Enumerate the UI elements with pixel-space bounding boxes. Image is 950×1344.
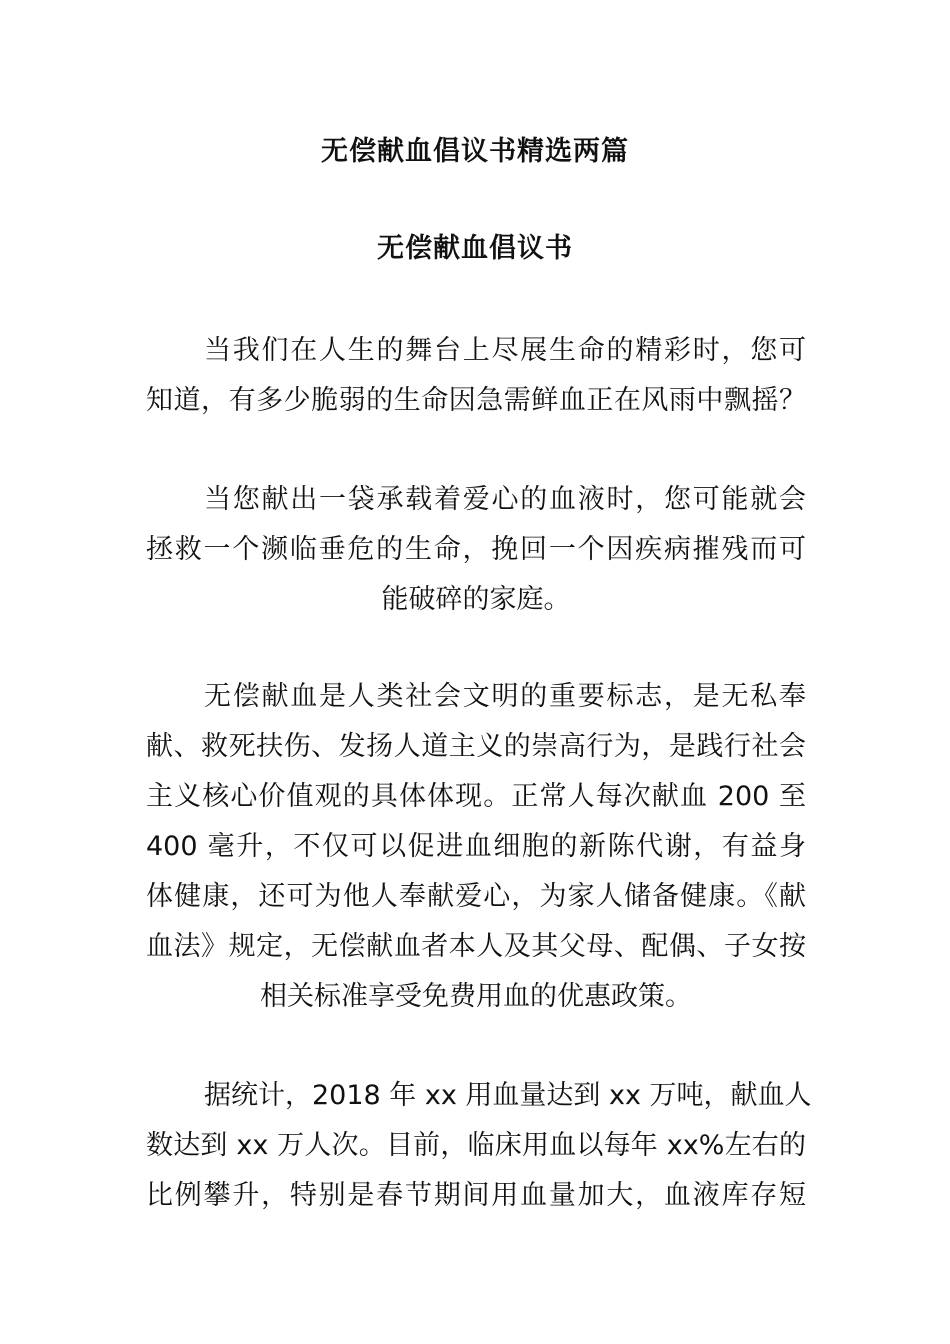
paragraph-line: 知道，有多少脆弱的生命因急需鲜血正在风雨中飘摇？: [146, 385, 806, 416]
paragraph-1: [146, 326, 806, 426]
paragraph-line: 能破碎的家庭。: [381, 584, 571, 615]
paragraph-line: 当您献出一袋承载着爱心的血液时，您可能就会: [204, 484, 806, 515]
document-subtitle: 无偿献血倡议书: [377, 233, 573, 264]
paragraph-line: 当我们在人生的舞台上尽展生命的精彩时，您可: [204, 335, 806, 366]
paragraph-line: 数达到 xx 万人次。目前，临床用血以每年 xx%左右的: [146, 1130, 806, 1161]
document-title: 无偿献血倡议书精选两篇: [321, 136, 629, 167]
paragraph-3: [146, 672, 806, 1022]
paragraph-line: 相关标准享受免费用血的优惠政策。: [260, 981, 692, 1012]
paragraph-line: 比例攀升，特别是春节期间用血量加大，血液库存短: [146, 1180, 806, 1211]
paragraph-2: [146, 475, 806, 625]
paragraph-line: 主义核心价值观的具体体现。正常人每次献血 200 至: [146, 781, 806, 812]
paragraph-line: 400 毫升，不仅可以促进血细胞的新陈代谢，有益身: [146, 831, 806, 862]
paragraph-4: [146, 1071, 812, 1221]
paragraph-line: 体健康，还可为他人奉献爱心，为家人储备健康。《献: [146, 881, 806, 912]
paragraph-line: 献、救死扶伤、发扬人道主义的崇高行为，是践行社会: [146, 731, 806, 762]
paragraph-line: 无偿献血是人类社会文明的重要标志，是无私奉: [204, 681, 806, 712]
paragraph-line: 血法》规定，无偿献血者本人及其父母、配偶、子女按: [146, 931, 806, 962]
paragraph-line: 据统计，2018 年 xx 用血量达到 xx 万吨，献血人: [204, 1080, 812, 1111]
paragraph-line: 拯救一个濒临垂危的生命，挽回一个因疾病摧残而可: [146, 534, 806, 565]
